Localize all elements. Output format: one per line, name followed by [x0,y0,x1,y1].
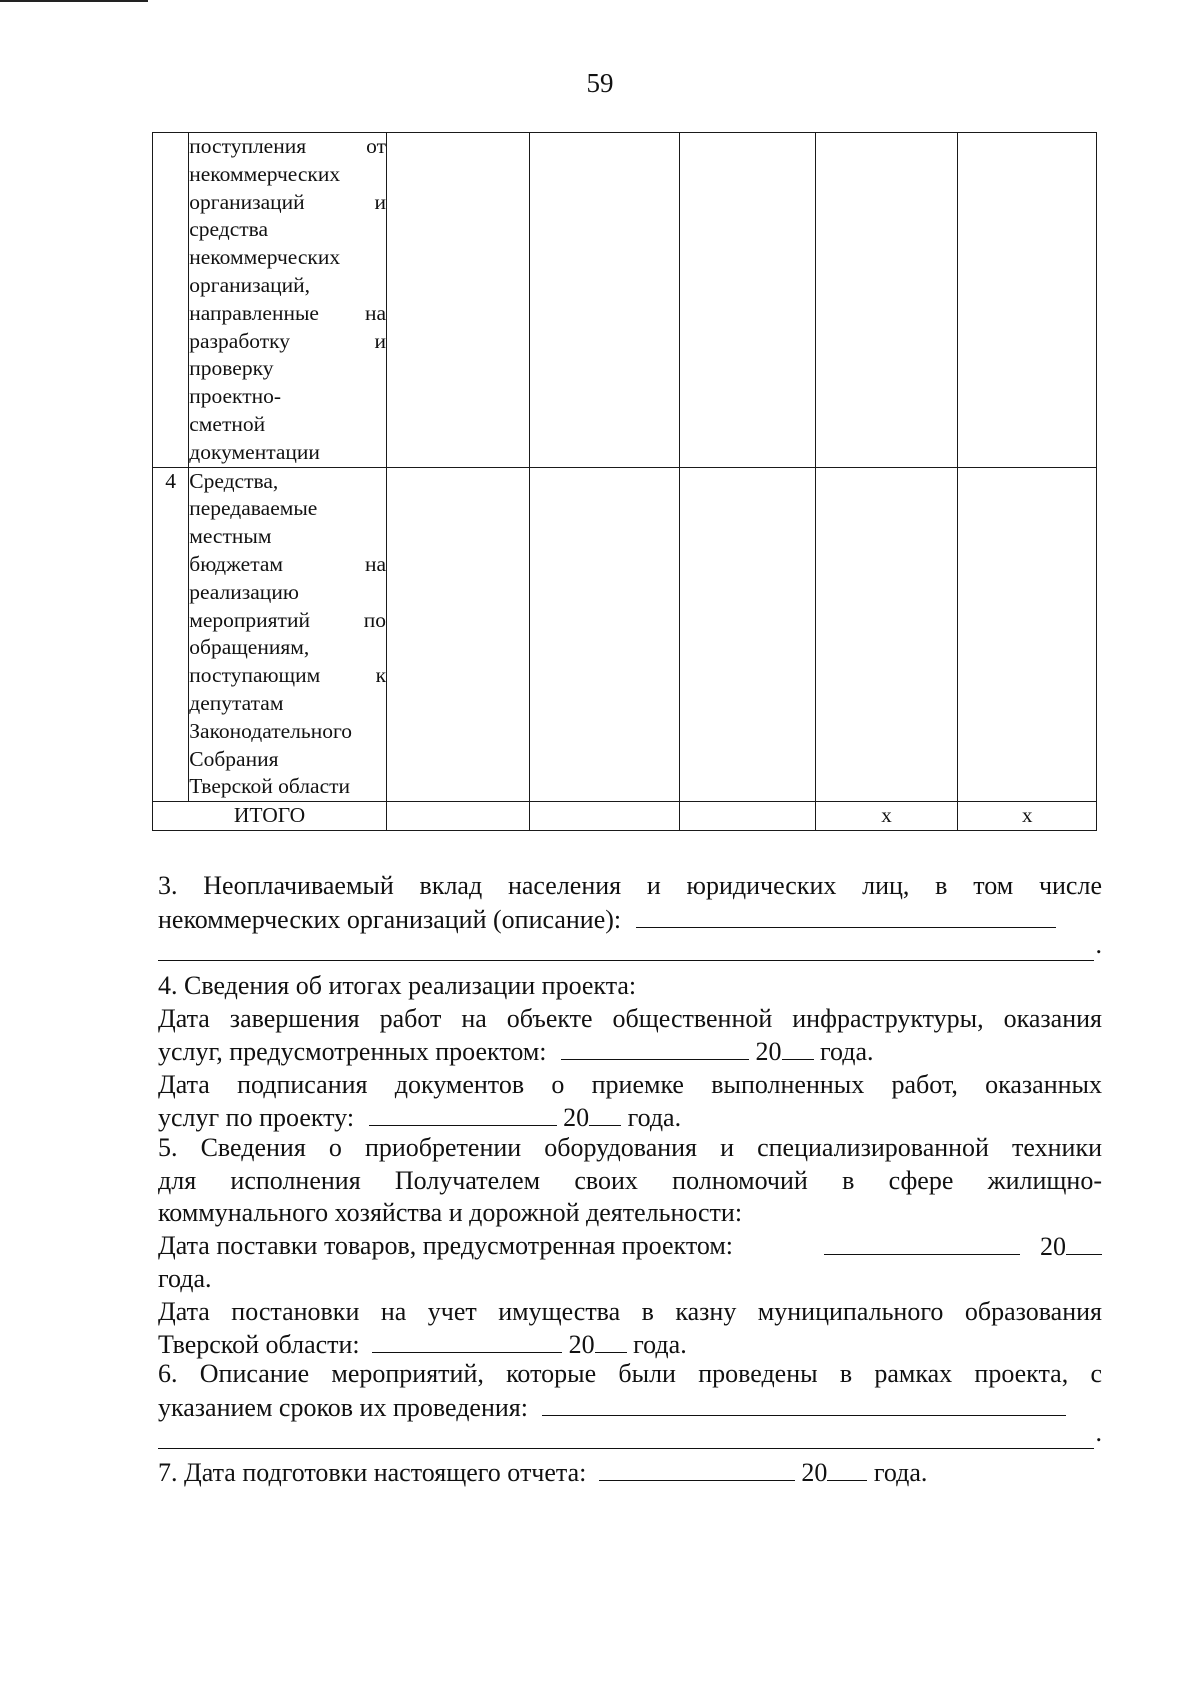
table-cell [529,467,680,802]
section-7 [158,1456,1102,1490]
x-mark: х [958,802,1097,831]
completion-date-blank[interactable] [561,1035,749,1060]
delivery-line-text: Дата поставки товаров, предусмотренная проектом: [158,1230,734,1260]
section-3-line-2 [158,903,1102,937]
delivery-year-word: года. [158,1264,212,1293]
section-3 [158,870,1102,961]
row-label [189,467,387,802]
section-5 [158,1132,1102,1362]
signing-line-2-text: услуг по проекту: [158,1103,355,1132]
label-line: реализацию [189,579,299,604]
page-number: 59 [586,68,614,98]
section-3-line-1: 3. Неоплачиваемый вклад населения и юридических лиц, в том числе [158,871,1102,900]
signing-line-2 [158,1101,1102,1135]
period: . [1095,929,1102,959]
x-mark: х [815,802,958,831]
label-line: местным [189,524,272,549]
table-cell [387,467,530,802]
funding-table [152,132,1097,831]
registration-line-1: Дата постановки на учет имущества в казну муниципального образования [158,1296,1102,1326]
label-line: Тверской области [189,774,351,799]
label-line: сметной [189,411,266,436]
section-4-heading: 4. Сведения об итогах реализации проекта: [158,971,637,1000]
description-blank-line[interactable] [158,936,1094,961]
year-suffix: года. [633,1330,687,1359]
table-row [153,133,1097,468]
section-6 [158,1358,1102,1449]
events-blank-line[interactable] [158,1424,1094,1449]
table-cell [529,802,680,831]
label-line: проверку [189,356,274,381]
table-cell [680,467,815,802]
description-blank[interactable] [636,903,1056,928]
table-cell [387,133,530,468]
table-cell [680,133,815,468]
year-prefix: 20 [563,1103,590,1132]
total-label: ИТОГО [153,802,387,831]
signing-date-blank[interactable] [369,1101,557,1126]
label-line: некоммерческих [189,161,341,186]
label-line: направленные на [189,300,387,325]
registration-year-blank[interactable] [595,1328,627,1353]
delivery-year-blank[interactable] [1066,1230,1102,1255]
delivery-date-fields [824,1230,1103,1264]
delivery-line [158,1230,1102,1264]
table-cell [387,802,530,831]
section-7-line [158,1456,1102,1490]
section-6-line-3 [158,1417,1102,1449]
label-line: Собрания [189,746,279,771]
label-line: Законодательного [189,718,352,743]
year-prefix: 20 [755,1037,782,1066]
label-line: средства [189,217,269,242]
events-blank[interactable] [542,1391,1066,1416]
label-line: поступления от [189,134,387,158]
label-line: некоммерческих [189,245,341,270]
table-cell [958,133,1097,468]
completion-line-1: Дата завершения работ на объекте общественной инфраструктуры, оказания [158,1003,1102,1033]
section-7-text: 7. Дата подготовки настоящего отчета: [158,1458,587,1487]
registration-date-blank[interactable] [372,1328,562,1353]
section-6-line-2 [158,1391,1102,1425]
report-date-blank[interactable] [599,1456,795,1481]
label-line: мероприятий по [189,607,387,632]
table-cell [529,133,680,468]
section-3-line-3 [158,929,1102,961]
year-suffix: года. [820,1037,874,1066]
table-cell [815,467,958,802]
label-line: Средства, [189,468,279,493]
section-6-line-1: 6. Описание мероприятий, которые были проведены в рамках проекта, с [158,1359,1102,1388]
label-line: организаций и [189,189,387,214]
year-suffix: года. [873,1458,928,1487]
report-year-blank[interactable] [827,1456,867,1481]
label-line: организаций, [189,272,311,297]
label-line: бюджетам на [189,551,387,576]
table-cell [958,467,1097,802]
year-suffix: года. [627,1103,682,1132]
label-line: поступающим к [189,663,387,688]
row-label [189,133,387,468]
scan-edge-line [0,0,148,2]
completion-line-2 [158,1035,1102,1069]
table-cell [680,802,815,831]
year-prefix: 20 [568,1330,595,1359]
year-prefix: 20 [801,1458,828,1487]
section-6-line-2-text: указанием сроков их проведения: [158,1392,528,1422]
table-cell [815,133,958,468]
total-row [153,802,1097,831]
section-5-line-3: коммунального хозяйства и дорожной деятельности: [158,1198,743,1227]
label-line: документации [189,439,320,464]
row-number: 4 [153,467,189,802]
registration-line-2-text: Тверской области: [158,1330,360,1359]
year-prefix: 20 [1040,1231,1066,1261]
label-line: разработку и [189,328,387,353]
section-3-line-2-text: некоммерческих организаций (описание): [158,904,622,934]
table-row [153,467,1097,802]
section-5-line-1: 5. Сведения о приобретении оборудования и специализированной техники [158,1133,1102,1162]
label-line: проектно- [189,384,282,409]
period: . [1095,1417,1102,1447]
signing-line-1: Дата подписания документов о приемке выполненных работ, оказанных [158,1069,1102,1099]
label-line: передаваемые [189,496,318,521]
completion-line-2-text: услуг, предусмотренных проектом: [158,1037,547,1066]
section-5-line-2: для исполнения Получателем своих полномочий в сфере жилищно- [158,1165,1102,1195]
label-line: обращениям, [189,635,310,660]
completion-year-blank[interactable] [782,1035,814,1060]
registration-line-2 [158,1328,1102,1362]
delivery-date-blank[interactable] [824,1230,1020,1255]
row-number [153,133,189,468]
section-4 [158,970,1102,1135]
label-line: депутатам [189,690,284,715]
signing-year-blank[interactable] [589,1101,621,1126]
